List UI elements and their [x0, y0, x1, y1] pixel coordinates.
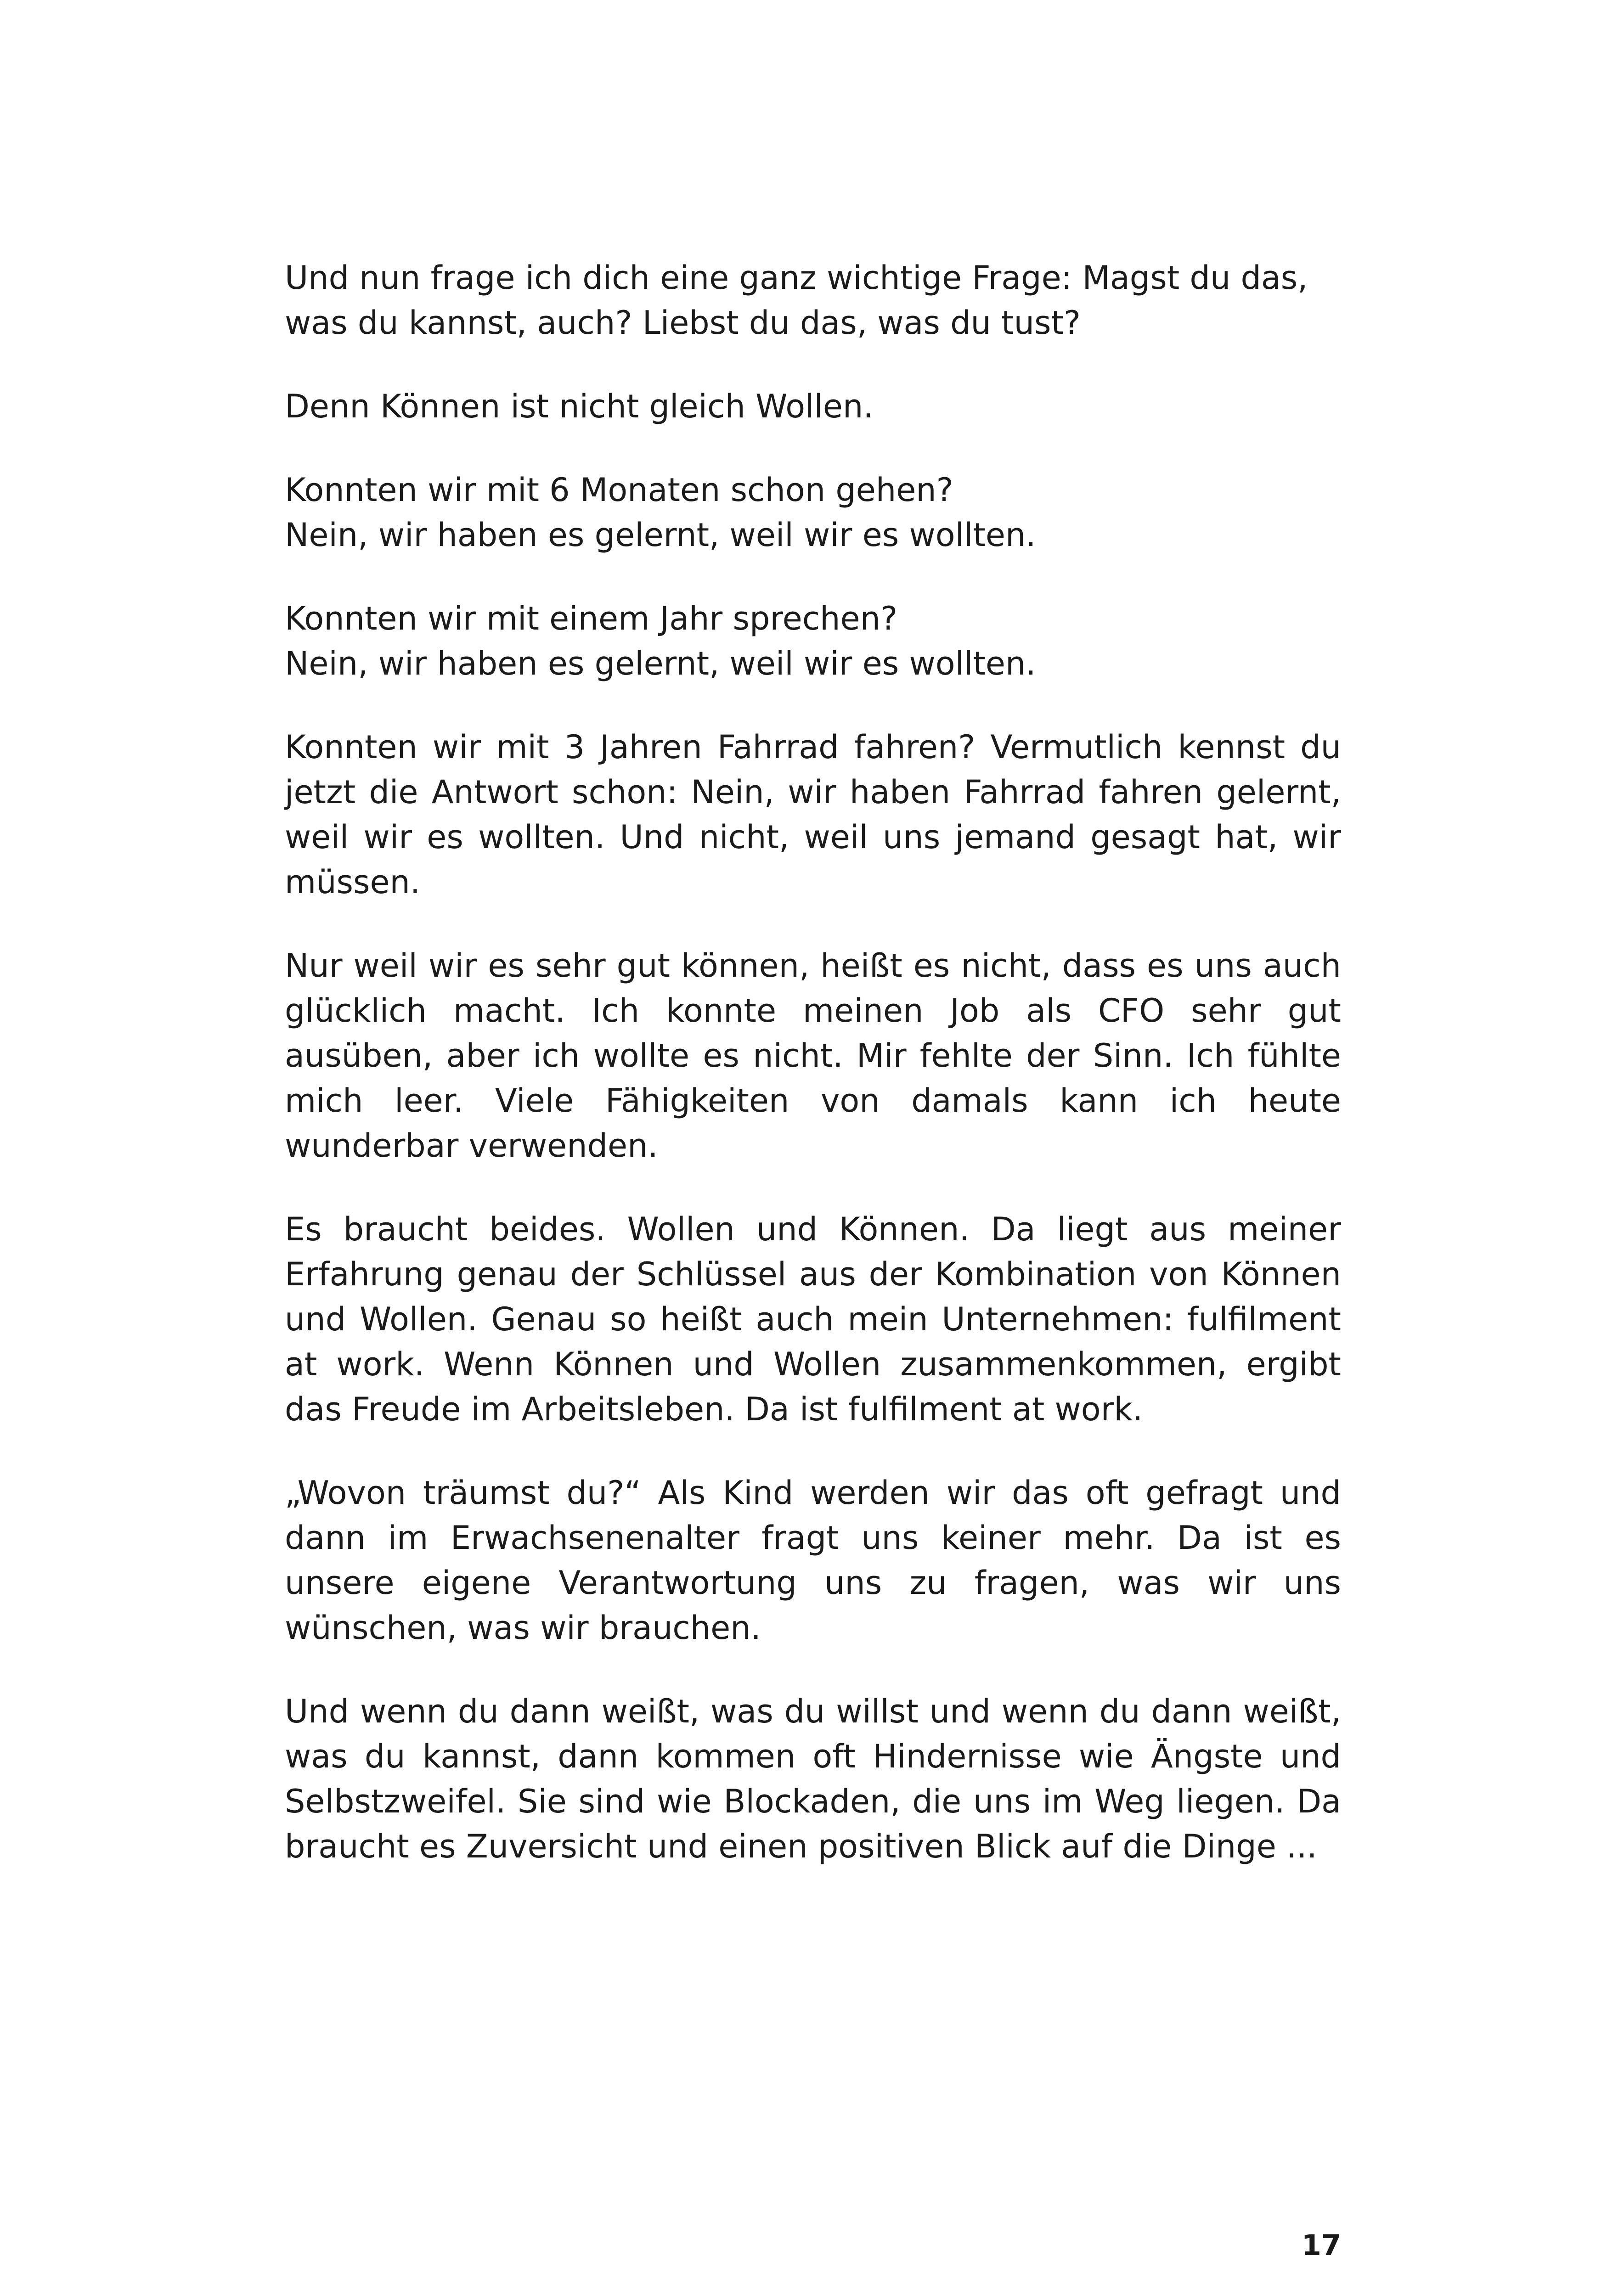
page-number: 17 [1301, 2228, 1341, 2262]
paragraph-6: Nur weil wir es sehr gut können, heißt es nicht, dass es uns auch glücklich macht. Ich konnte meinen Job als CFO sehr gut ausüben, aber ich wollte es nicht. Mir fehlte der Sinn. Ich fühlte mich leer. Viele Fähigkeiten von damals kann ich heute wunderbar verwenden. [285, 947, 1341, 1165]
paragraph-5: Konnten wir mit 3 Jahren Fahrrad fahren? Vermutlich kennst du jetzt die Antwort schon: Nein, wir haben Fahrrad fahren gelernt, weil wir es wollten. Und nicht, weil uns jemand gesagt hat, wir müssen. [285, 728, 1341, 901]
paragraph-8: „Wovon träumst du?“ Als Kind werden wir das oft gefragt und dann im Erwachsenenalter fragt uns keiner mehr. Da ist es unsere eigene Verantwortung uns zu fragen, was wir uns wünschen, was wir brauchen. [285, 1474, 1341, 1647]
paragraph-9: Und wenn du dann weißt, was du willst und wenn du dann weißt, was du kannst, dann kommen oft Hindernisse wie Ängste und Selbstzweifel. Sie sind wie Blockaden, die uns im Weg liegen. Da braucht es Zuversicht und einen positiven Blick auf die Dinge ... [285, 1693, 1341, 1865]
paragraph-1-line-1: Und nun frage ich dich eine ganz wichtige Frage: Magst du das, [285, 259, 1308, 297]
paragraph-1-line-2: was du kannst, auch? Liebst du das, was du tust? [285, 304, 1081, 342]
paragraph-3 [285, 467, 1341, 557]
paragraph-7: Es braucht beides. Wollen und Können. Da liegt aus meiner Erfahrung genau der Schlüssel aus der Kombination von Können und Wollen. Genau so heißt auch mein Unternehmen: fulfilment at work. Wenn Können und Wollen zusammenkommen, ergibt das Freude im Arbeitsleben. Da ist fulfilment at work. [285, 1210, 1341, 1428]
body-text [285, 255, 1341, 1908]
paragraph-2-line-1: Denn Können ist nicht gleich Wollen. [285, 388, 874, 425]
paragraph-2 [285, 384, 1341, 429]
paragraph-3-line-1: Konnten wir mit 6 Monaten schon gehen? [285, 471, 953, 509]
paragraph-4-line-1: Konnten wir mit einem Jahr sprechen? [285, 600, 898, 637]
paragraph-4 [285, 596, 1341, 686]
paragraph-1 [285, 255, 1341, 345]
paragraph-3-line-2: Nein, wir haben es gelernt, weil wir es wollten. [285, 516, 1036, 554]
paragraph-4-line-2: Nein, wir haben es gelernt, weil wir es wollten. [285, 645, 1036, 682]
